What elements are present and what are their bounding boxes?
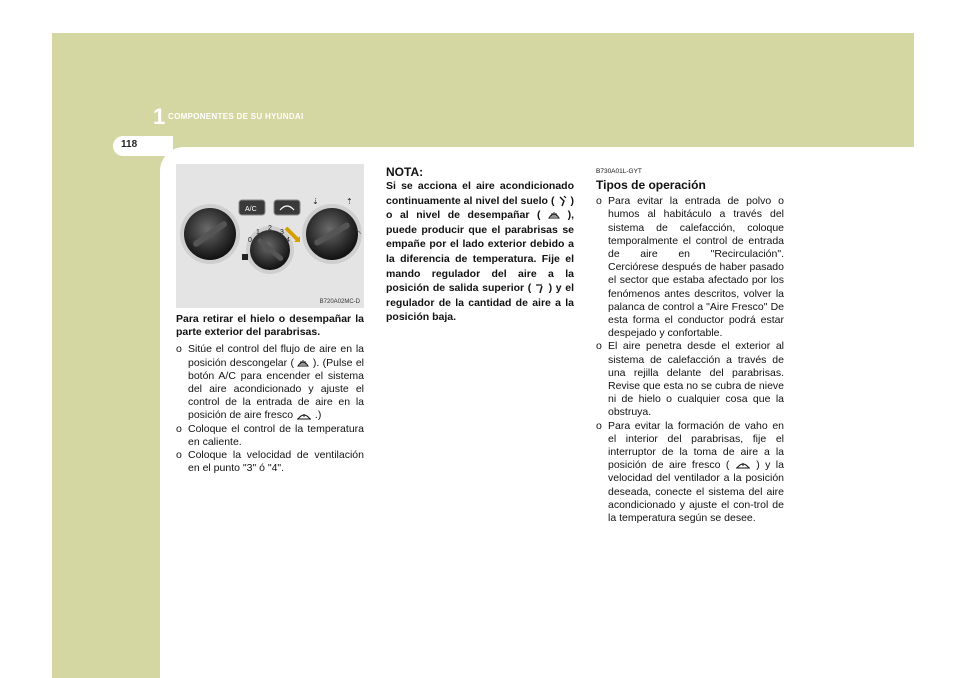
chapter-title: COMPONENTES DE SU HYUNDAI bbox=[168, 112, 304, 121]
column-2 bbox=[386, 165, 574, 325]
bullet-marker: o bbox=[176, 449, 182, 462]
bullet-marker: o bbox=[176, 422, 182, 435]
floor-vent-icon bbox=[558, 195, 568, 207]
bullet-item bbox=[176, 343, 364, 422]
dial-label-0: 0 bbox=[248, 237, 252, 244]
section-title: Tipos de operación bbox=[596, 178, 706, 193]
bullet-item bbox=[596, 340, 784, 419]
ac-button-label: A/C bbox=[245, 206, 257, 213]
bullet-text: Sitúe el control del flujo de aire en la posición descongelar ( bbox=[188, 343, 364, 369]
nota-text: ) o al nivel de desempañar ( bbox=[386, 194, 575, 222]
section-code: B730A01L-GYT bbox=[596, 168, 642, 175]
bullet-marker: o bbox=[596, 340, 602, 353]
dial-label-2: 2 bbox=[268, 225, 272, 232]
bullet-item bbox=[596, 420, 784, 526]
bullet-item bbox=[596, 195, 784, 340]
defrost-icon bbox=[548, 210, 560, 220]
column-3 bbox=[596, 165, 784, 525]
bullet-text: El aire penetra desde el exterior al sistema de calefacción a través de una rejilla delante del parabrisas. Revise que esta no se cubra de nieve ni de hielo o cualquier cosa que la obstruya. bbox=[608, 340, 784, 419]
fresh-air-icon bbox=[296, 411, 312, 421]
chapter-header bbox=[52, 105, 914, 129]
nota-text: Si se acciona el aire acondicionado continuamente al nivel del suelo ( bbox=[386, 180, 574, 207]
column-1 bbox=[176, 313, 364, 475]
nota-title: NOTA: bbox=[386, 165, 424, 179]
defrost-heading: Para retirar el hielo o desempañar la parte exterior del parabrisas. bbox=[176, 313, 364, 339]
bullet-text: ) y la velocidad del ventilador a la posición deseada, conecte el sistema del aire acondicionado y ajuste el con-trol de la temperatura según se desee. bbox=[608, 459, 784, 525]
bullet-text: ). (Pulse el botón A/C para encender el sistema del aire acondicionado y ajuste el control de la entrada de aire en la posición de aire fresco bbox=[188, 356, 364, 422]
bullet-text: Para evitar la entrada de polvo o humos al habitáculo a través del sistema de calefacción, coloque temporalmente el control de entrada de aire en "Recirculación". Cerciórese después de haber pasado el sector que estaba afectado por los fenómenos antes descritos, volver la palanca de control a "Aire Fresco" De esta forma el conductor podrá estar despejado y confortable. bbox=[608, 195, 784, 340]
nota-body bbox=[386, 179, 574, 325]
bullet-text: Coloque la velocidad de ventilación en el punto "3" ó "4". bbox=[188, 449, 364, 475]
face-vent-icon bbox=[535, 282, 545, 294]
bullet-text: Para evitar la formación de vaho en el interior del parabrisas, fije el interruptor de la toma de aire a la posición de aire fresco ( bbox=[608, 419, 784, 472]
dial-label-1: 1 bbox=[256, 229, 260, 236]
bullet-item bbox=[176, 449, 364, 475]
bullet-item bbox=[176, 423, 364, 449]
bullet-text: .) bbox=[314, 409, 322, 422]
bullet-marker: o bbox=[596, 195, 602, 208]
climate-panel-illustration bbox=[176, 164, 364, 308]
bullet-marker: o bbox=[176, 343, 182, 356]
figure-code: B720A02MC-D bbox=[319, 299, 360, 305]
recirculation-button bbox=[274, 200, 300, 215]
dial-label-4: 4 bbox=[286, 237, 290, 244]
nota-text: ) y el regulador de la cantidad de aire a la posición baja. bbox=[386, 282, 574, 324]
page-number: 118 bbox=[121, 139, 138, 150]
fresh-air-icon bbox=[735, 460, 751, 470]
bullet-marker: o bbox=[596, 419, 602, 432]
svg-text:⇡: ⇡ bbox=[346, 197, 353, 206]
svg-text:◠: ◠ bbox=[354, 229, 361, 238]
bullet-text: Coloque el control de la temperatura en caliente. bbox=[188, 422, 364, 448]
dial-label-3: 3 bbox=[280, 229, 284, 236]
nota-text: ), puede producir que el parabrisas se empañe por el lado exterior debido a la diferencia de temperatura. Fije el mando regulador del aire a la posición de salida superior ( bbox=[386, 209, 575, 295]
chapter-number: 1 bbox=[153, 104, 166, 129]
climate-control-figure bbox=[176, 164, 364, 308]
svg-text:⇣: ⇣ bbox=[312, 197, 319, 206]
defrost-icon bbox=[297, 358, 309, 368]
